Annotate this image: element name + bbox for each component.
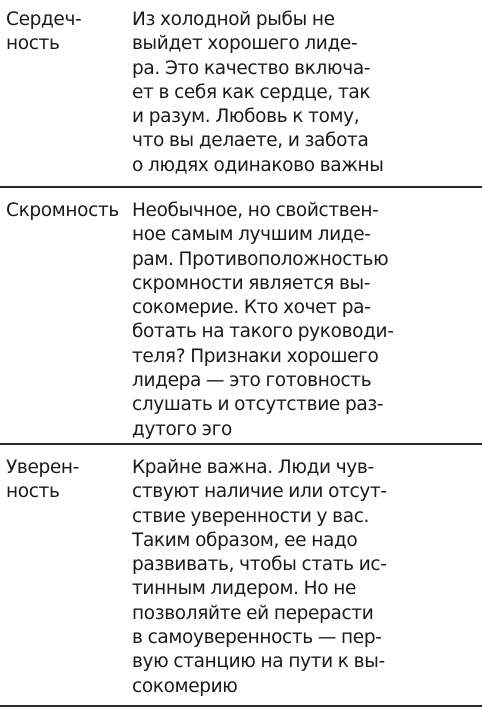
term-line: ность — [6, 481, 60, 503]
description-line: что вы делаете, и забота — [132, 130, 369, 152]
description-line: выйдет хорошего лиде- — [132, 33, 358, 55]
description-line: рам. Противоположностью — [132, 248, 389, 270]
description-line: ное самым лучшим лиде- — [132, 224, 371, 246]
row-divider — [0, 186, 482, 188]
description-line: позволяйте ей перерасти — [132, 602, 374, 624]
description-line: и разум. Любовь к тому, — [132, 106, 360, 128]
description-line: ет в себя как сердце, так — [132, 81, 371, 103]
term-line: Сердеч- — [6, 9, 82, 30]
description-line: развивать, чтобы стать ис- — [132, 554, 387, 576]
description-line: Крайне важна. Люди чув- — [132, 457, 374, 478]
description-line: теля? Признаки хорошего — [132, 345, 379, 367]
description-cell — [132, 199, 394, 442]
row-divider — [0, 443, 482, 445]
description-line: ствие уверенности у вас. — [132, 505, 370, 527]
description-line: слушать и отсутствие раз- — [132, 394, 384, 416]
term-line: ность — [6, 33, 60, 55]
description-line: Необычное, но свойствен- — [132, 200, 379, 221]
description-line: вую станцию на пути к вы- — [132, 651, 385, 673]
term-cell — [6, 456, 79, 505]
term-cell — [6, 199, 119, 223]
description-line: в самоуверенность — пер- — [132, 627, 382, 649]
description-line: дутого эго — [132, 418, 232, 440]
term-line: Уверен- — [6, 457, 80, 478]
description-line: ствуют наличие или отсут- — [132, 481, 387, 503]
description-line: скромности является вы- — [132, 272, 371, 294]
description-line: ра. Это качество включа- — [132, 57, 371, 79]
description-line: сокомерию — [132, 675, 238, 697]
term-line: Скромность — [6, 200, 119, 221]
description-cell — [132, 8, 384, 178]
term-cell — [6, 8, 81, 57]
description-line: о людях одинаково важны — [132, 154, 384, 176]
description-line: Таким образом, ее надо — [132, 529, 358, 551]
description-cell — [132, 456, 387, 699]
description-line: тинным лидером. Но не — [132, 578, 356, 600]
description-line: сокомерие. Кто хочет ра- — [132, 297, 371, 319]
description-line: Из холодной рыбы не — [132, 9, 335, 30]
description-line: лидера — это готовность — [132, 370, 372, 392]
row-divider — [0, 705, 482, 707]
description-line: ботать на такого руководи- — [132, 321, 394, 343]
